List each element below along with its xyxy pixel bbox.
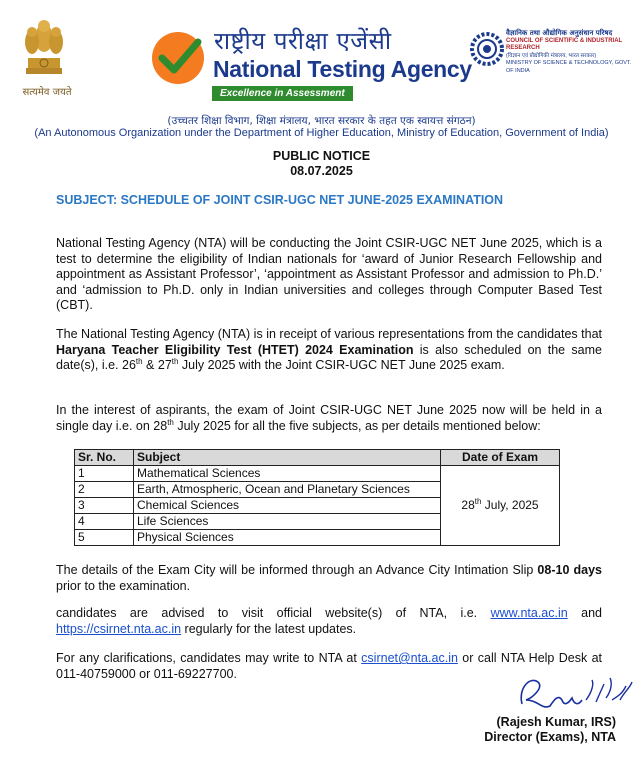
emblem-motto: सत्यमेव जयते xyxy=(22,87,72,98)
org-description-hindi: (उच्चतर शिक्षा विभाग, शिक्षा मंत्रालय, भारत सरकार के तहत एक स्वायत्त संगठन) xyxy=(167,115,476,127)
signatory-name: (Rajesh Kumar, IRS) xyxy=(496,715,616,729)
signatory-designation: Director (Exams), NTA xyxy=(484,730,616,744)
csir-name-english: COUNCIL OF SCIENTIFIC & INDUSTRIAL RESEARCH xyxy=(506,37,623,51)
row-sr-no: 2 xyxy=(75,482,134,498)
handwritten-signature xyxy=(508,670,638,718)
nta-logo-icon xyxy=(150,30,206,86)
row-sr-no: 3 xyxy=(75,498,134,514)
agency-tagline: Excellence in Assessment xyxy=(212,86,353,101)
exam-schedule-table xyxy=(74,449,560,546)
days-prior: 08-10 days xyxy=(537,563,602,577)
paragraph-websites: candidates are advised to visit official website(s) of NTA, i.e. www.nta.ac.in and https://csirnet.nta.ac.in regularly for the latest updates. xyxy=(56,606,602,636)
csir-name-hindi: वैज्ञानिक तथा औद्योगिक अनुसंधान परिषद xyxy=(506,29,613,37)
csir-ministry-english: MINISTRY OF SCIENCE & TECHNOLOGY, GOVT. OF INDIA xyxy=(506,60,632,74)
row-sr-no: 4 xyxy=(75,514,134,530)
table-header-row xyxy=(75,450,560,466)
csir-title-block xyxy=(506,30,640,75)
row-subject: Physical Sciences xyxy=(134,530,441,546)
notice-subject: SUBJECT: SCHEDULE OF JOINT CSIR-UGC NET JUNE-2025 EXAMINATION xyxy=(56,193,504,207)
agency-name-hindi: राष्ट्रीय परीक्षा एजेंसी xyxy=(214,27,392,55)
nta-website-link[interactable]: www.nta.ac.in xyxy=(490,606,568,620)
row-sr-no: 1 xyxy=(75,466,134,482)
header-subject: Subject xyxy=(134,450,441,466)
row-sr-no: 5 xyxy=(75,530,134,546)
paragraph-representations: The National Testing Agency (NTA) is in receipt of various representations from the candidates that Haryana Teacher Eligibility Test (HTET) 2024 Examination is also scheduled on the same date(s), i.e. 26th & 27th July 2025 with the Joint CSIR-UGC NET June 2025 exam. xyxy=(56,327,602,372)
paragraph-city-intimation: The details of the Exam City will be informed through an Advance City Intimation Slip 08-10 days prior to the examination. xyxy=(56,563,602,593)
row-subject: Earth, Atmospheric, Ocean and Planetary Sciences xyxy=(134,482,441,498)
csirnet-email-link[interactable]: csirnet@nta.ac.in xyxy=(361,651,458,665)
header-date-of-exam: Date of Exam xyxy=(441,450,560,466)
paragraph-clarifications: For any clarifications, candidates may write to NTA at csirnet@nta.ac.in or call NTA Help Desk at 011-40759000 or 011-69227700. xyxy=(56,651,603,681)
table-row xyxy=(75,466,560,482)
agency-name-english: National Testing Agency xyxy=(213,56,472,82)
notice-title: PUBLIC NOTICE xyxy=(272,149,371,163)
row-subject: Chemical Sciences xyxy=(134,498,441,514)
csir-logo-icon xyxy=(470,32,504,66)
paragraph-schedule: In the interest of aspirants, the exam of Joint CSIR-UGC NET June 2025 now will be held in a single day i.e. on 28th July 2025 for all the five subjects, as per details mentioned below: xyxy=(56,403,602,433)
htet-exam-name: Haryana Teacher Eligibility Test (HTET) 2024 Examination xyxy=(56,342,414,357)
national-emblem-icon xyxy=(18,12,70,82)
exam-date-cell: 28th July, 2025 xyxy=(441,466,560,546)
paragraph-intro: National Testing Agency (NTA) will be conducting the Joint CSIR-UGC NET June 2025, which is a test to determine the eligibility of Indian nationals for ‘award of Junior Research Fellowship and appointment as Assistant Professor’, ‘appointment as Assistant Professor and admission to Ph.D.’ and ‘admission to Ph.D. only in Indian universities and colleges through Computer Based Test (CBT). xyxy=(56,236,602,312)
csirnet-website-link[interactable]: https://csirnet.nta.ac.in xyxy=(56,621,182,636)
org-description-english: (An Autonomous Organization under the Department of Higher Education, Ministry of Education, Government of India) xyxy=(34,127,609,139)
row-subject: Life Sciences xyxy=(134,514,441,530)
notice-date: 08.07.2025 xyxy=(290,164,353,178)
header-sr-no: Sr. No. xyxy=(75,450,134,466)
csir-ministry-hindi: (विज्ञान एवं प्रौद्योगिकी मंत्रालय, भारत सरकार) xyxy=(506,52,597,59)
row-subject: Mathematical Sciences xyxy=(134,466,441,482)
